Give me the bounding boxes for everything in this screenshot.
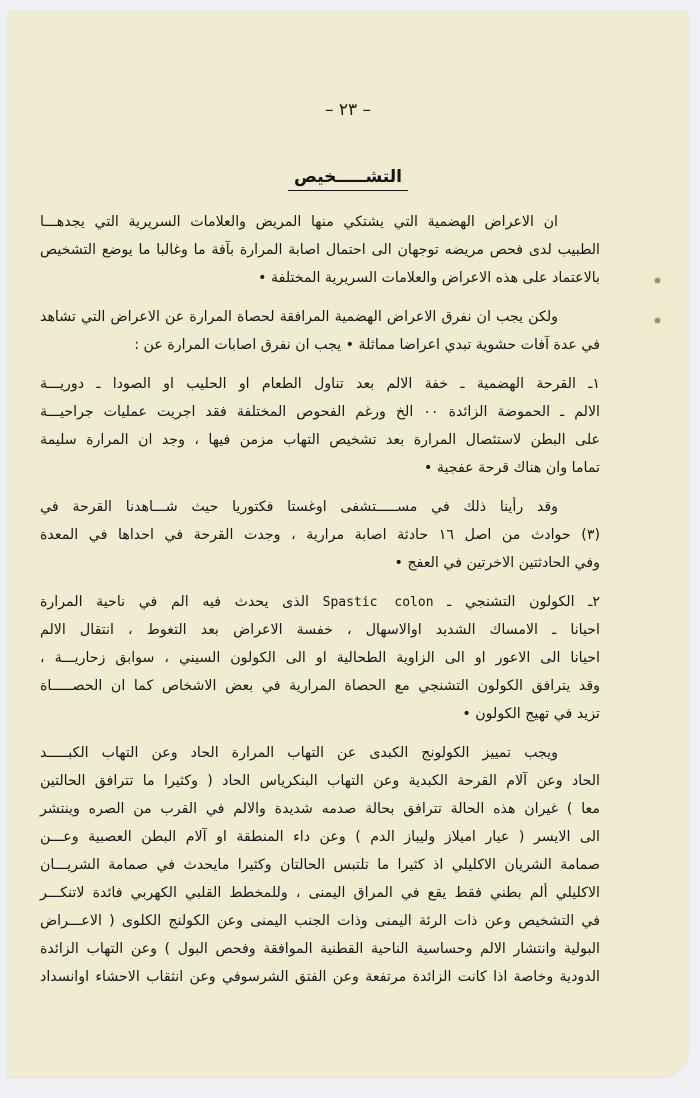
page-number: – ٢٣ – (324, 100, 372, 120)
punch-hole (655, 318, 660, 323)
text-line-with-latin-term: ٢ـ الكولون التشنجي ـ Spastic colon الذى يحدث فيه الم في ناحية المرارة (40, 594, 600, 610)
text-line: في التشخيص وعن ذات الرئة اليمنى وذات الجنب اليمنى وعن الكولنج الكلوى ( الاعـــراض (40, 913, 600, 929)
text-line: احيانا ـ الامساك الشديد اوالاسهال ، خفسة الاعراض بعد التغوط ، انتقال الالم (40, 622, 600, 638)
text-line: في عدة آفات حشوية تبدي اعراضا مماثلة • يجب ان نفرق اصابات المرارة عن : (134, 337, 600, 353)
text-line: وفي الحادثتين الاخرتين في العفج • (394, 555, 600, 571)
text-line: احيانا الى الاعور او الى الزاوية الطحالية او الى الكولون السيني ، سوابق زحاريـــة ، (40, 650, 600, 666)
punch-hole (655, 278, 660, 283)
document-page (8, 12, 688, 1077)
body-text (40, 208, 600, 1002)
section-heading (8, 167, 688, 187)
section-heading-text: التشـــــخيص (288, 167, 408, 191)
text-line: صمامة الشريان الاكليلي اذ كثيرا ما تلتبس الحالتان وكثيرا مايحدث في صمامة الشريـــان (40, 857, 600, 873)
text-line: وقد يترافق الكولون التشنجي مع الحصاة المرارية في بعض الاشخاص كما ان الحصـــــاة (40, 678, 600, 694)
paragraph-hospital-observation (40, 493, 600, 577)
text-line: بالاعتماد على هذه الاعراض والعلامات السريرية المختلفة • (258, 270, 600, 286)
text-line: وقد رأينا ذلك في مســـــتشفى اوغستا فكتوريا حيث شـــاهدنا القرحة في (40, 499, 558, 515)
list-item-spastic-colon (40, 588, 600, 728)
text-line: ويجب تمييز الكولونج الكبدى عن التهاب المرارة الحاد وعن التهاب الكبـــــد (40, 745, 558, 761)
paragraph-biliary-colic (40, 739, 600, 991)
text-line: الاكليلي ألم بطني فقط يقع في المراق اليمنى ، وللمخطط القلبي الكهربي فائدة لاتنكـــر (40, 885, 600, 901)
text-line: ١ـ القرحة الهضمية ـ خفة الالم بعد تناول الطعام او الحليب او الصودا ـ دوريـــة (40, 376, 600, 392)
text-line: تماما وان هناك قرحة عفجية • (424, 460, 600, 476)
text-line: الدودية وخاصة اذا كانت الزائدة مرتفعة وعن الفتق الشرسوفي وعن انثقاب الاحشاء اوانسداد (40, 969, 600, 985)
text-line: البولية وانتشار الالم وحساسية الناحية القطنية الموافقة وفحص البول ) وعن التهاب الزائدة (40, 941, 600, 957)
text-line: ان الاعراض الهضمية التي يشتكي منها المريض والعلامات السريرية التي يجدهـــا (40, 214, 558, 230)
text-line: الالم ـ الحموضة الزائدة ٠٠ الخ ورغم الفحوص المختلفة فقد اجريت عمليات جراحيـــة (40, 404, 601, 420)
text-line: الى الايسر ( عيار اميلاز وليباز الدم ) وعن داء المنطقة او آلام البطن العصبية وعـــن (40, 829, 600, 845)
text-line: (٣) حوادث من اصل ١٦ حادثة اصابة مرارية ، وجدت القرحة في احداها في المعدة (40, 527, 600, 543)
list-item-peptic-ulcer (40, 370, 600, 482)
text-line: ولكن يجب ان نفرق الاعراض الهضمية المرافقة لحصاة المرارة عن الاعراض التي تشاهد (40, 309, 558, 325)
paragraph-differential (40, 303, 600, 359)
text-line: الحاد وعن آلام القرحة الكبدية وعن التهاب البنكرياس الحاد ( وكثيرا ما تترافق الحالتين (40, 773, 600, 789)
paragraph-intro (40, 208, 600, 292)
text-line: معا ) غيران هذه الحالة تترافق بحالة صدمه شديدة والالم في القرب من الصره وينتشر (40, 801, 600, 817)
text-line: تزيد في تهيج الكولون • (462, 706, 600, 722)
latin-term: Spastic colon (322, 595, 434, 610)
text-line: على البطن لاستئصال المرارة بعد تشخيص التهاب مزمن فيها ، وجد ان المرارة سليمة (40, 432, 600, 448)
text-line: الطبيب لدى فحص مريضه توجهان الى احتمال اصابة المرارة بآفة ما وغالبا ما يوضع التشخيص (40, 242, 600, 258)
